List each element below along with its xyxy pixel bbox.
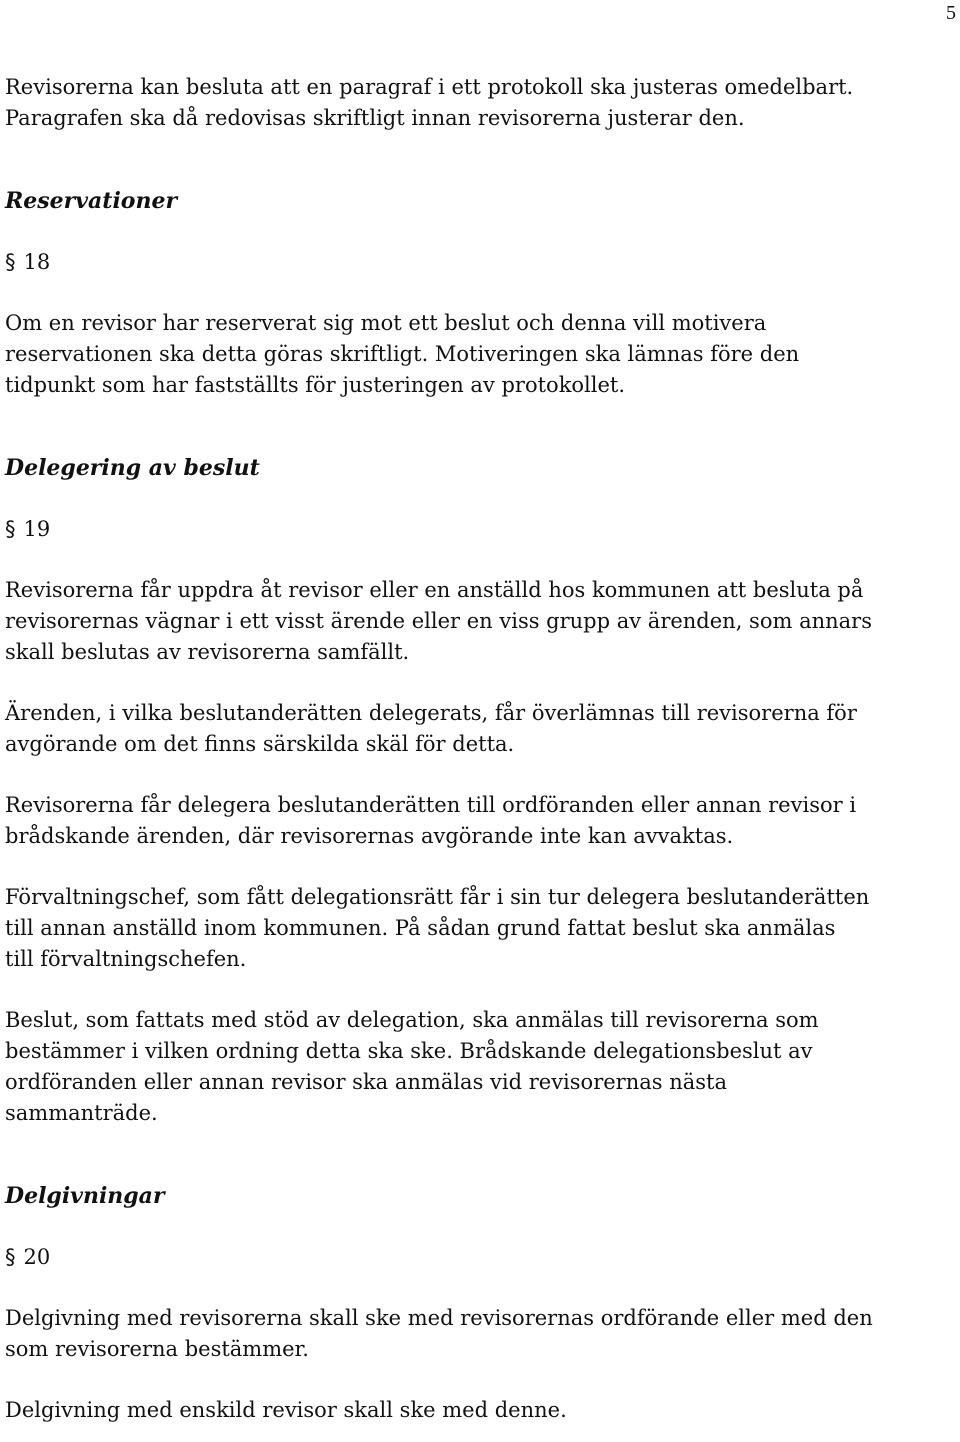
section-heading-delegering: Delegering av beslut — [5, 455, 260, 481]
paragraph-sign: § — [5, 1245, 16, 1269]
text-line: till förvaltningschefen. — [5, 947, 247, 971]
paragraph-number: 18 — [23, 250, 51, 274]
section-heading-delgivningar: Delgivningar — [5, 1183, 165, 1209]
body-paragraph — [5, 1303, 957, 1365]
text-line: Beslut, som fattats med stöd av delegation, ska anmälas till revisorerna som — [5, 1008, 819, 1032]
text-line: bestämmer i vilken ordning detta ska ske. Brådskande delegationsbeslut av — [5, 1039, 813, 1063]
paragraph-sign: § — [5, 250, 16, 274]
text-line: brådskande ärenden, där revisorernas avgörande inte kan avvaktas. — [5, 824, 734, 848]
body-paragraph — [5, 575, 957, 668]
section-heading-reservationer: Reservationer — [5, 188, 178, 214]
text-line: Revisorerna kan besluta att en paragraf i ett protokoll ska justeras omedelbart. — [5, 75, 854, 99]
text-line: Delgivning med revisorerna skall ske med revisorernas ordförande eller med den — [5, 1306, 873, 1330]
text-line: reservationen ska detta göras skriftligt. Motiveringen ska lämnas före den — [5, 342, 800, 366]
body-paragraph — [5, 1395, 957, 1426]
text-line: som revisorerna bestämmer. — [5, 1337, 309, 1361]
document-body — [5, 72, 957, 1426]
body-paragraph — [5, 790, 957, 852]
body-paragraph — [5, 882, 957, 975]
body-paragraph — [5, 1005, 957, 1129]
body-paragraph — [5, 308, 957, 401]
body-paragraph — [5, 698, 957, 760]
text-line: Om en revisor har reserverat sig mot ett beslut och denna vill motivera — [5, 311, 767, 335]
text-line: Förvaltningschef, som fått delegationsrätt får i sin tur delegera beslutanderätten — [5, 885, 870, 909]
page-number: 5 — [946, 2, 956, 24]
paragraph-sign: § — [5, 517, 16, 541]
text-line: tidpunkt som har fastställts för justeringen av protokollet. — [5, 373, 626, 397]
text-line: Paragrafen ska då redovisas skriftligt innan revisorerna justerar den. — [5, 106, 745, 130]
text-line: skall beslutas av revisorerna samfällt. — [5, 640, 410, 664]
text-line: Delgivning med enskild revisor skall ske med denne. — [5, 1398, 567, 1422]
paragraph-number-20 — [5, 1242, 957, 1273]
paragraph-number-18 — [5, 247, 957, 278]
paragraph-number: 20 — [23, 1245, 51, 1269]
text-line: sammanträde. — [5, 1101, 158, 1125]
text-line: Revisorerna får delegera beslutanderätten till ordföranden eller annan revisor i — [5, 793, 857, 817]
text-line: Ärenden, i vilka beslutanderätten delegerats, får överlämnas till revisorerna för — [5, 701, 857, 725]
paragraph-number-19 — [5, 514, 957, 545]
paragraph-number: 19 — [23, 517, 51, 541]
text-line: ordföranden eller annan revisor ska anmälas vid revisorernas nästa — [5, 1070, 727, 1094]
intro-paragraph — [5, 72, 957, 134]
text-line: avgörande om det finns särskilda skäl för detta. — [5, 732, 515, 756]
text-line: till annan anställd inom kommunen. På sådan grund fattat beslut ska anmälas — [5, 916, 836, 940]
text-line: Revisorerna får uppdra åt revisor eller en anställd hos kommunen att besluta på — [5, 578, 864, 602]
text-line: revisorernas vägnar i ett visst ärende eller en viss grupp av ärenden, som annars — [5, 609, 872, 633]
